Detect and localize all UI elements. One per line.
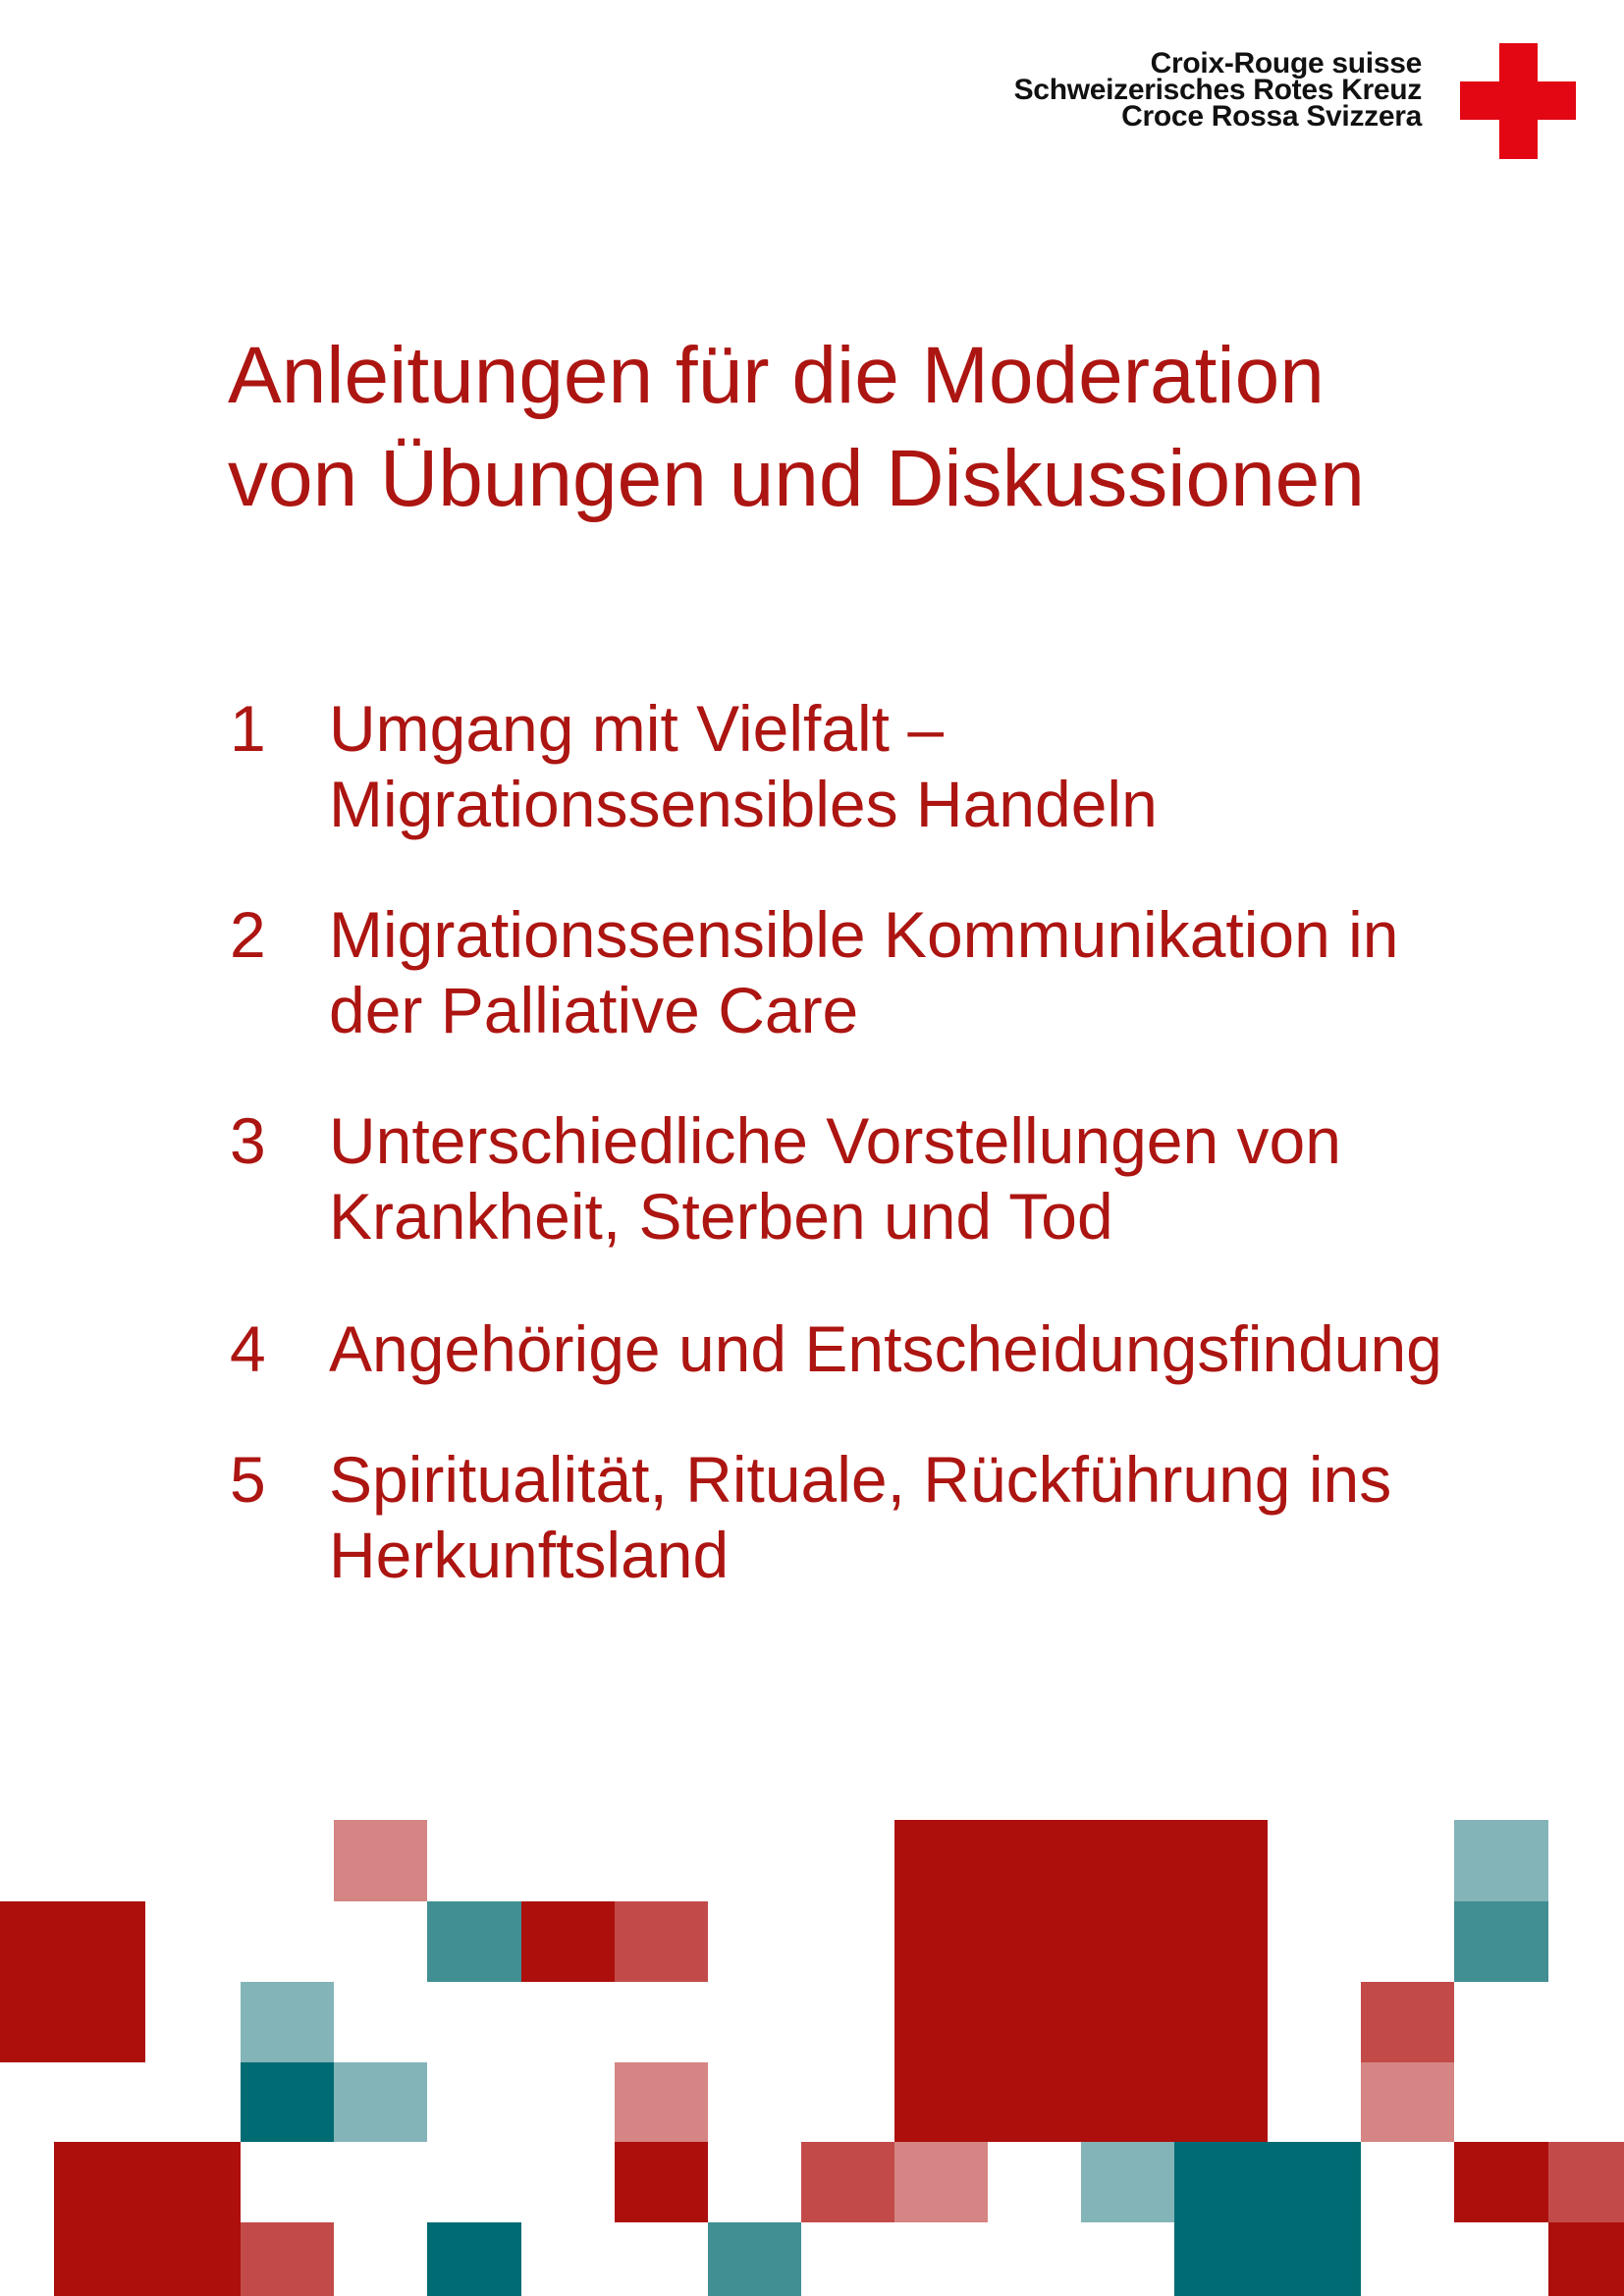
- logo-line-italian: Croce Rossa Svizzera: [1121, 100, 1422, 133]
- item-text: [329, 897, 1399, 1048]
- mosaic-tile-large: [0, 1901, 145, 2062]
- mosaic-tile-large: [1174, 2142, 1361, 2296]
- mosaic-tile: [801, 2142, 894, 2222]
- mosaic-tile: [241, 2062, 334, 2142]
- mosaic-tile: [615, 1901, 708, 1982]
- mosaic-tile: [1361, 2062, 1454, 2142]
- mosaic-tile: [241, 2222, 334, 2296]
- mosaic-tile: [615, 2062, 708, 2142]
- title-line-2: von Übungen und Diskussionen: [228, 434, 1365, 523]
- mosaic-tile: [427, 1901, 521, 1982]
- mosaic-tile-large: [894, 1820, 1268, 2142]
- mosaic-tile: [1081, 2142, 1174, 2222]
- item-text-line: Spiritualität, Rituale, Rückführung ins: [329, 1443, 1392, 1516]
- mosaic-tile: [1548, 2222, 1624, 2296]
- item-text: [329, 1103, 1341, 1255]
- mosaic-tile: [615, 2142, 708, 2222]
- mosaic-tile: [1454, 2142, 1548, 2222]
- item-text-line: Umgang mit Vielfalt –: [329, 692, 945, 765]
- mosaic-tile: [894, 2142, 988, 2222]
- item-text: [329, 1311, 1442, 1387]
- page-title: [228, 324, 1365, 530]
- mosaic-tile: [241, 1982, 334, 2062]
- mosaic-tile: [427, 2222, 521, 2296]
- item-text: [329, 1442, 1391, 1593]
- mosaic-tile-large: [54, 2142, 241, 2296]
- item-text: [329, 691, 1158, 842]
- item-text-line: Migrationssensible Kommunikation in: [329, 898, 1399, 971]
- item-number: 1: [230, 692, 266, 765]
- organization-logo-text: [1013, 47, 1422, 133]
- item-text-line: Herkunftsland: [329, 1519, 730, 1591]
- mosaic-tile: [1454, 1820, 1548, 1901]
- mosaic-tile: [1548, 2142, 1624, 2222]
- item-number: 5: [230, 1443, 266, 1516]
- mosaic-tile: [334, 2062, 427, 2142]
- mosaic-tile: [1454, 1901, 1548, 1982]
- item-text-line: Unterschiedliche Vorstellungen von: [329, 1104, 1341, 1177]
- item-text-line: der Palliative Care: [329, 974, 859, 1046]
- mosaic-tile: [521, 1901, 615, 1982]
- title-line-1: Anleitungen für die Moderation: [228, 331, 1325, 420]
- mosaic-tile: [334, 1820, 427, 1901]
- item-number: 2: [230, 898, 266, 971]
- cross-horizontal-bar: [1460, 81, 1576, 120]
- logo-line-french: Croix-Rouge suisse: [1150, 47, 1422, 80]
- item-text-line: Migrationssensibles Handeln: [329, 768, 1158, 840]
- logo-line-german: Schweizerisches Rotes Kreuz: [1013, 74, 1422, 106]
- item-text-line: Krankheit, Sterben und Tod: [329, 1180, 1113, 1253]
- mosaic-tile: [708, 2222, 801, 2296]
- mosaic-tile: [1361, 1982, 1454, 2062]
- item-text-line: Angehörige und Entscheidungsfindung: [329, 1312, 1442, 1385]
- item-number: 4: [230, 1312, 266, 1385]
- red-cross-icon: [1460, 43, 1576, 159]
- item-number: 3: [230, 1104, 266, 1177]
